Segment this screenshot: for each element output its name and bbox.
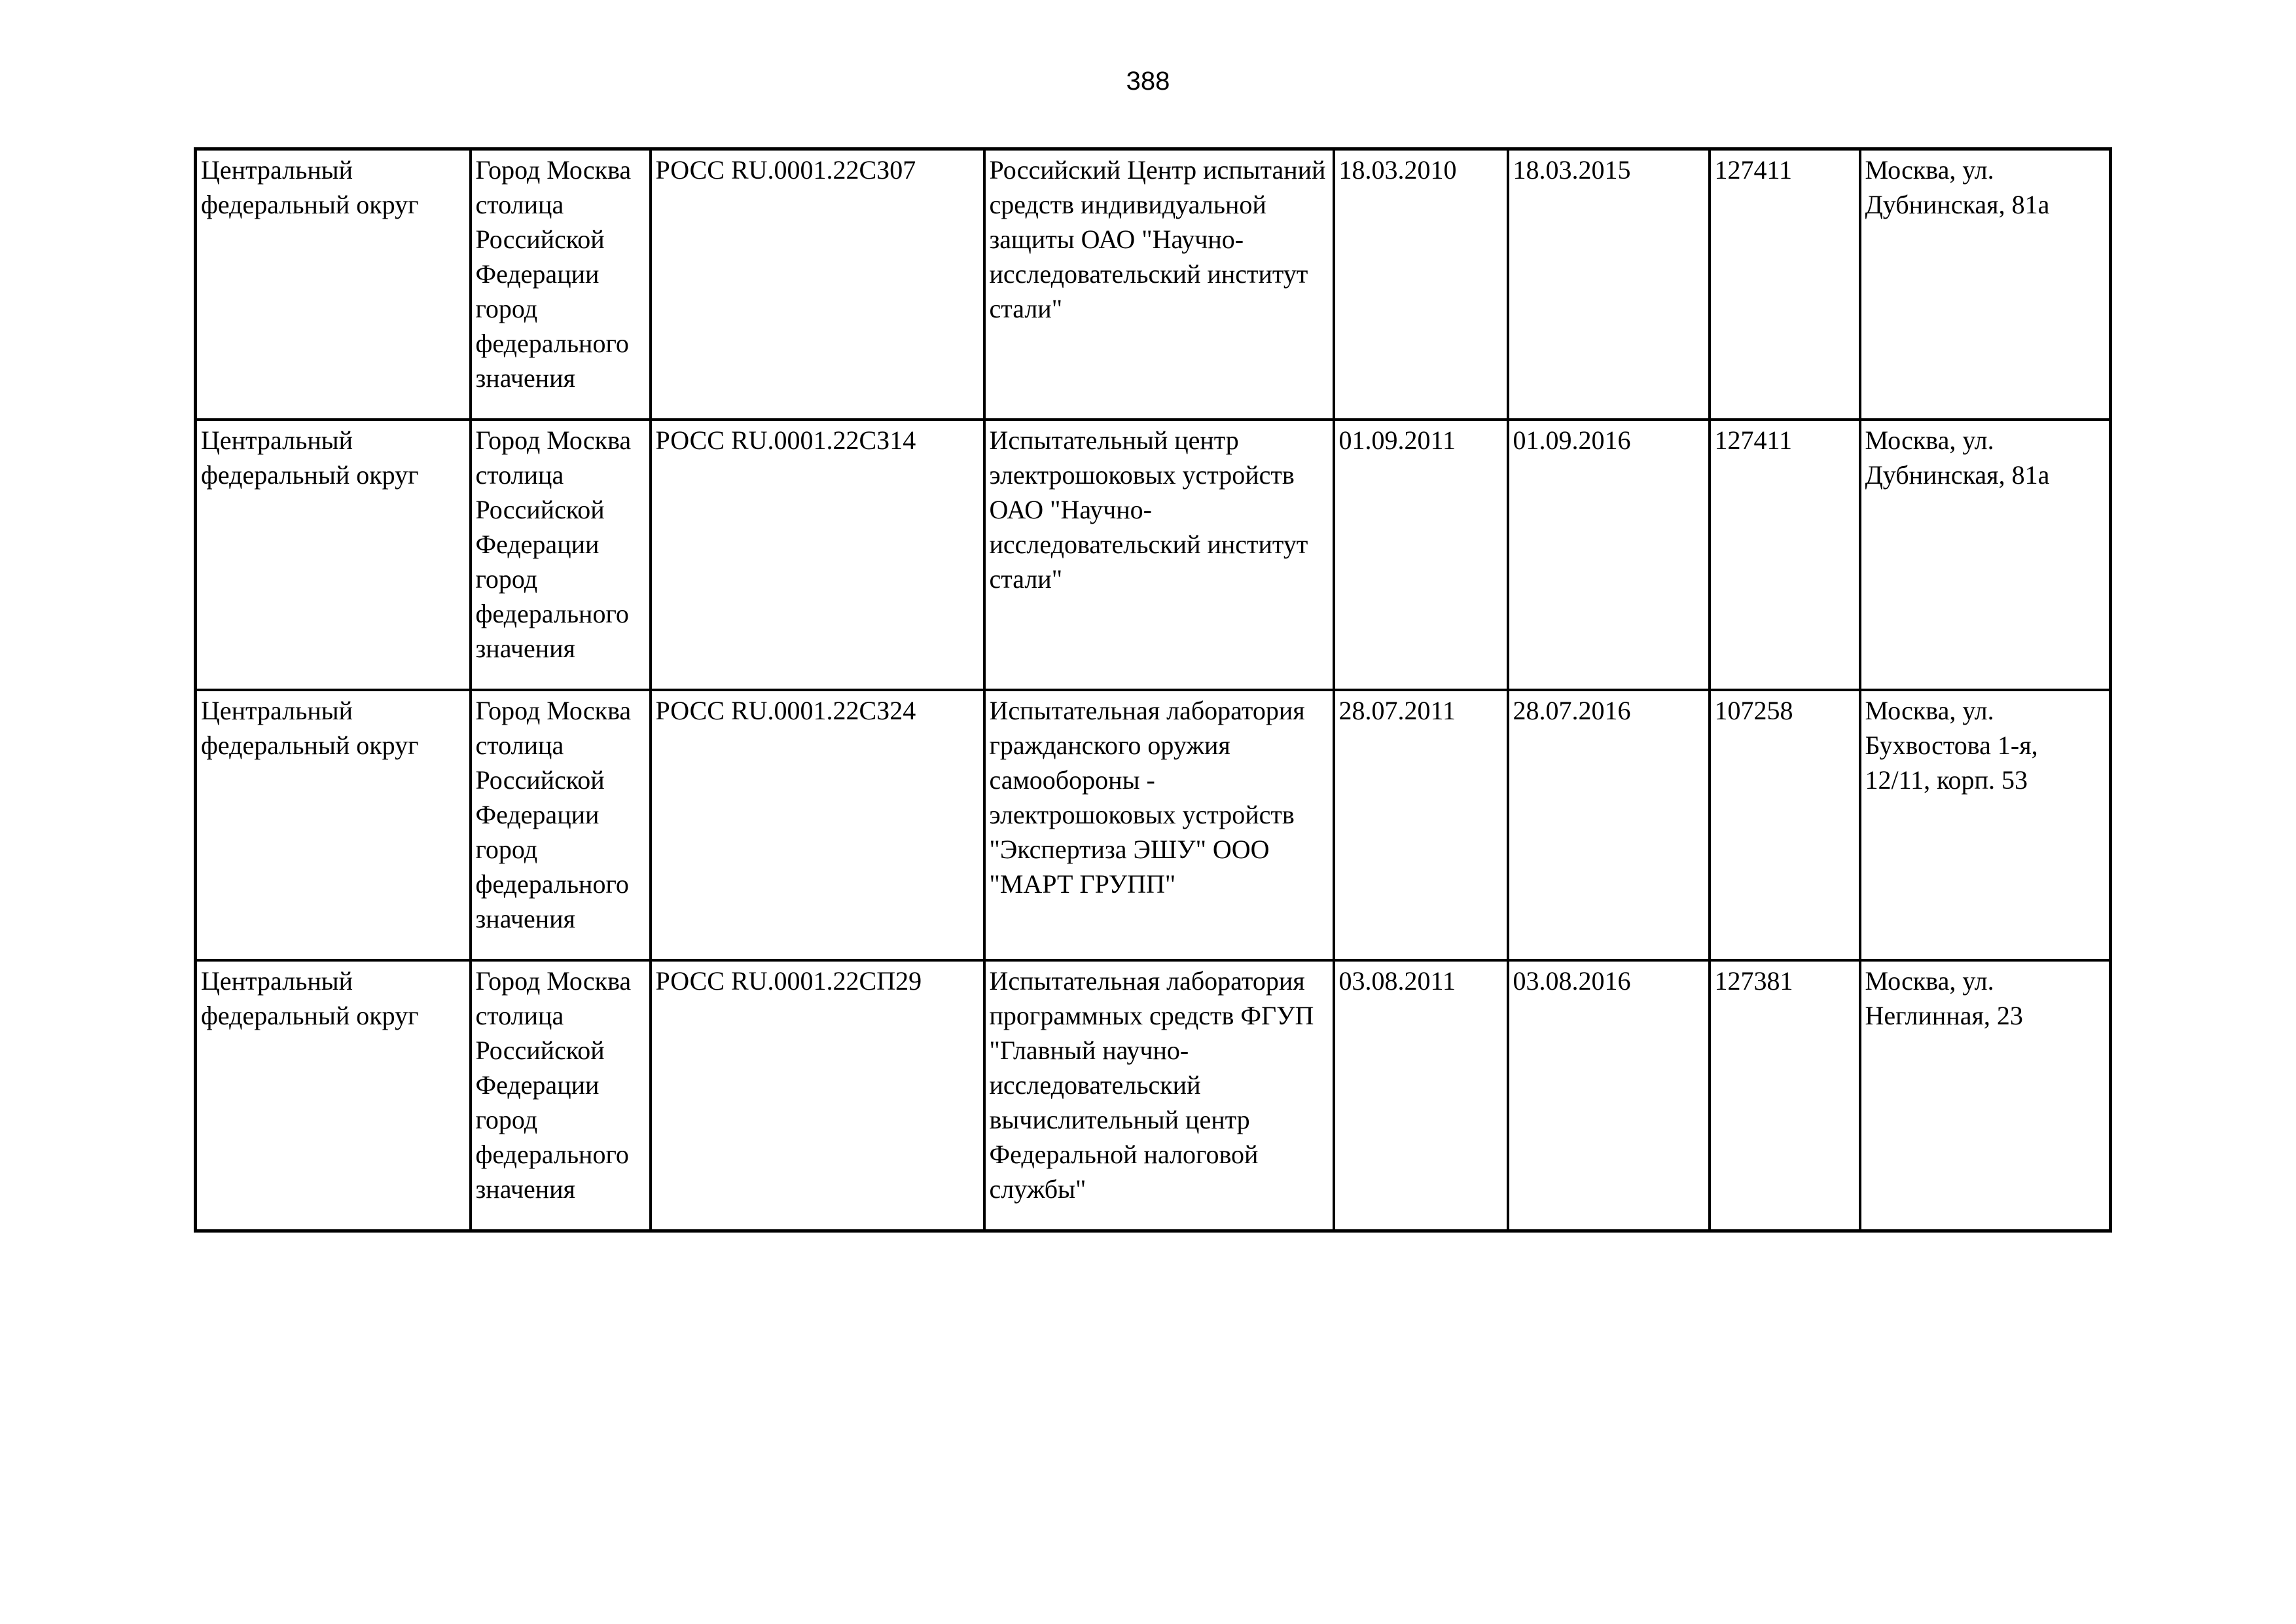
region-text: Город Москва столица Российской Федерации город федерального значения [475, 155, 632, 393]
address-text: Москва, ул. Дубнинская, 81а [1865, 425, 2050, 490]
district-text: Центральный федеральный округ [201, 425, 419, 490]
address-cell [1860, 420, 2111, 690]
date-issued-text: 03.08.2011 [1338, 966, 1456, 996]
region-text: Город Москва столица Российской Федерации город федерального значения [475, 966, 632, 1204]
date-expires-cell [1508, 960, 1710, 1231]
certificate-cell [651, 960, 984, 1231]
certificate-cell [651, 690, 984, 960]
date-issued-text: 18.03.2010 [1338, 155, 1457, 185]
postal-code-text: 127411 [1714, 155, 1793, 185]
registry-table [194, 147, 2112, 1233]
organization-cell [984, 690, 1334, 960]
postal-code-cell [1710, 149, 1860, 420]
table-row [196, 420, 2111, 690]
organization-cell [984, 960, 1334, 1231]
certificate-text: РОСС RU.0001.22СП29 [655, 966, 922, 996]
certificate-text: РОСС RU.0001.22СЗ14 [655, 425, 916, 455]
certificate-text: РОСС RU.0001.22СЗ07 [655, 155, 916, 185]
date-expires-cell [1508, 690, 1710, 960]
organization-cell [984, 149, 1334, 420]
region-cell [471, 960, 651, 1231]
district-cell [196, 420, 471, 690]
address-text: Москва, ул. Бухвостова 1-я, 12/11, корп. 53 [1865, 696, 2038, 795]
district-text: Центральный федеральный округ [201, 696, 419, 760]
date-issued-cell [1334, 149, 1508, 420]
date-expires-text: 18.03.2015 [1513, 155, 1631, 185]
date-expires-text: 28.07.2016 [1513, 696, 1631, 725]
region-text: Город Москва столица Российской Федерации город федерального значения [475, 696, 632, 933]
certificate-cell [651, 420, 984, 690]
date-expires-text: 01.09.2016 [1513, 425, 1631, 455]
date-issued-text: 28.07.2011 [1338, 696, 1456, 725]
address-text: Москва, ул. Дубнинская, 81а [1865, 155, 2050, 219]
table-row [196, 149, 2111, 420]
certificate-text: РОСС RU.0001.22СЗ24 [655, 696, 916, 725]
table-row [196, 690, 2111, 960]
region-cell [471, 420, 651, 690]
address-text: Москва, ул. Неглинная, 23 [1865, 966, 2023, 1030]
organization-text: Испытательный центр электрошоковых устройств ОАО "Научно-исследовательский институт стали" [989, 425, 1308, 594]
organization-text: Испытательная лаборатория программных средств ФГУП "Главный научно-исследовательский вычислительный центр Федеральной налоговой службы" [989, 966, 1314, 1204]
organization-cell [984, 420, 1334, 690]
organization-text: Испытательная лаборатория гражданского оружия самообороны - электрошоковых устройств "Экспертиза ЭШУ" ООО "МАРТ ГРУПП" [989, 696, 1305, 899]
date-expires-cell [1508, 149, 1710, 420]
certificate-cell [651, 149, 984, 420]
address-cell [1860, 690, 2111, 960]
date-issued-cell [1334, 690, 1508, 960]
page-number: 388 [1126, 67, 1170, 96]
region-text: Город Москва столица Российской Федерации город федерального значения [475, 425, 632, 663]
table-row [196, 960, 2111, 1231]
district-text: Центральный федеральный округ [201, 155, 419, 219]
district-cell [196, 960, 471, 1231]
district-text: Центральный федеральный округ [201, 966, 419, 1030]
postal-code-cell [1710, 960, 1860, 1231]
postal-code-cell [1710, 690, 1860, 960]
postal-code-text: 107258 [1714, 696, 1793, 725]
date-issued-cell [1334, 420, 1508, 690]
district-cell [196, 690, 471, 960]
organization-text: Российский Центр испытаний средств индивидуальной защиты ОАО "Научно-исследовательский институт стали" [989, 155, 1326, 323]
date-issued-cell [1334, 960, 1508, 1231]
region-cell [471, 149, 651, 420]
postal-code-text: 127411 [1714, 425, 1793, 455]
region-cell [471, 690, 651, 960]
address-cell [1860, 149, 2111, 420]
address-cell [1860, 960, 2111, 1231]
postal-code-cell [1710, 420, 1860, 690]
postal-code-text: 127381 [1714, 966, 1793, 996]
date-expires-cell [1508, 420, 1710, 690]
district-cell [196, 149, 471, 420]
date-issued-text: 01.09.2011 [1338, 425, 1456, 455]
date-expires-text: 03.08.2016 [1513, 966, 1631, 996]
